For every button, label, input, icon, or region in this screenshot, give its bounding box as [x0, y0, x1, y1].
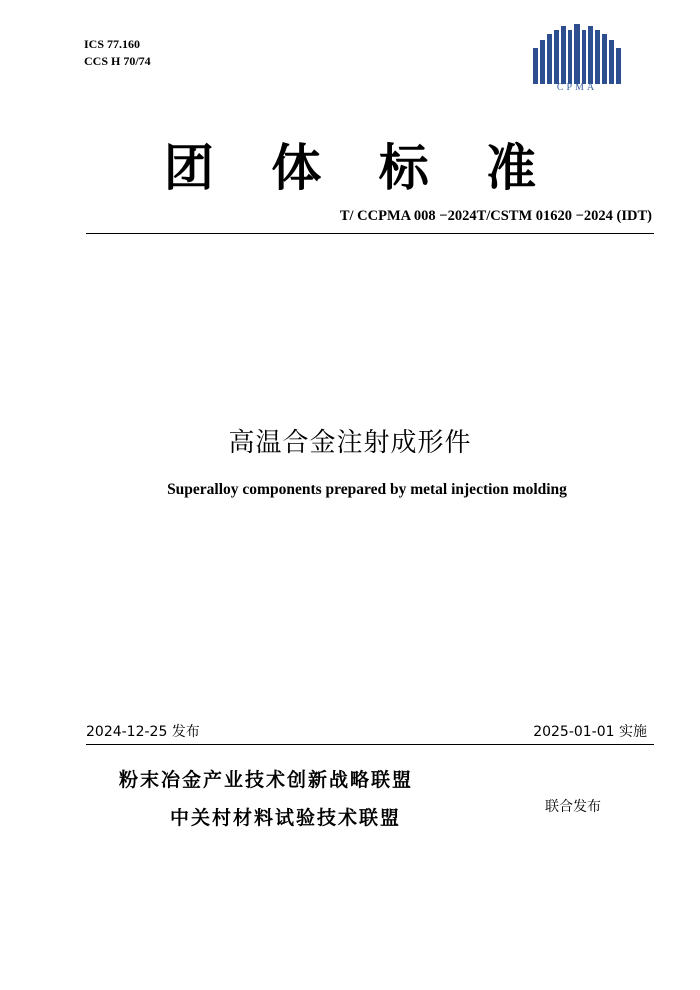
- footer-divider: [86, 744, 654, 745]
- logo-text: CPMA: [556, 82, 598, 93]
- joint-release-label: 联合发布: [545, 799, 601, 815]
- header-divider: [86, 233, 654, 234]
- title-chinese: 高温合金注射成形件: [228, 428, 472, 458]
- implement-date: 2025-01-01 实施: [533, 724, 647, 740]
- standard-code: T/ CCPMA 008 −2024T/CSTM 01620 −2024 (IDT): [339, 208, 652, 224]
- issuer-org-2: 中关村材料试验技术联盟: [170, 807, 402, 829]
- issuer-org-1: 粉末冶金产业技术创新战略联盟: [119, 769, 414, 791]
- ccs-code: CCS H 70/74: [84, 54, 151, 68]
- classification-codes: [84, 36, 151, 70]
- title-english: Superalloy components prepared by metal injection molding: [167, 481, 567, 498]
- ics-code: ICS 77.160: [84, 37, 141, 51]
- publish-date: 2024-12-25 发布: [86, 724, 200, 740]
- document-category-title: 团 体 标 准: [163, 139, 557, 197]
